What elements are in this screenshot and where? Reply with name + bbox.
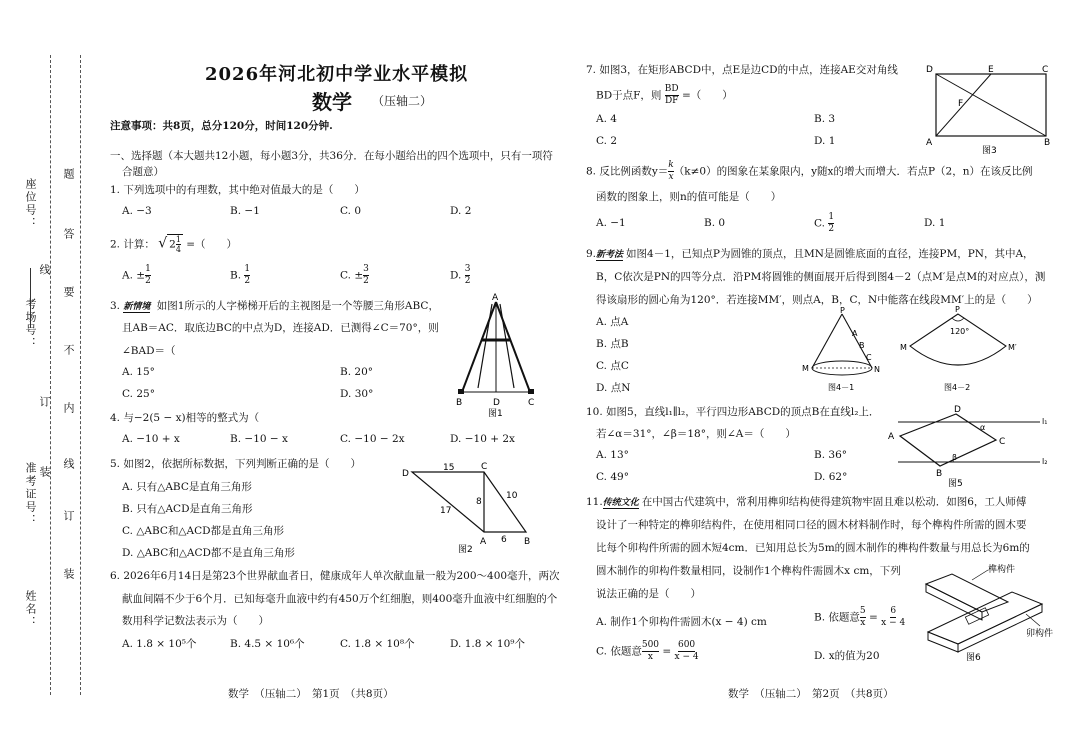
option-fraction bbox=[465, 264, 471, 287]
q9-line1 bbox=[586, 246, 1034, 261]
seal-char: 题 bbox=[62, 168, 75, 181]
frac-num: k bbox=[668, 160, 674, 170]
q11-number: 11. bbox=[586, 496, 603, 508]
tenon-piece-top bbox=[926, 574, 1008, 612]
seal-char: 要 bbox=[62, 286, 75, 299]
q9-option-b[interactable]: B. 点B bbox=[596, 338, 629, 350]
frac-num: 5 bbox=[859, 606, 866, 616]
pt-c: C bbox=[528, 398, 535, 408]
option-letter: C. ± bbox=[340, 269, 364, 282]
q11-line4: 圆木制作的卯构件数量相同，设制作1个榫构件需圆木x cm，下列 bbox=[596, 565, 901, 577]
frac-den: 2 bbox=[464, 276, 471, 286]
frac-den: 2 bbox=[145, 276, 151, 286]
q9-line3: 得该扇形的圆心角为120°．若连接MM′，则点A，B，C，N中能落在线段MM′上的是（ ） bbox=[596, 294, 1038, 306]
q8-line1 bbox=[586, 160, 1032, 183]
q7-line2-suffix: =（ ） bbox=[681, 89, 733, 102]
q8-option-a[interactable]: A. −1 bbox=[596, 217, 626, 229]
q8-option-c[interactable] bbox=[814, 212, 834, 235]
q6-option-d[interactable]: D. 1.8 × 10⁹个 bbox=[450, 638, 525, 650]
radicand bbox=[167, 234, 183, 254]
tenon-piece-side bbox=[926, 584, 982, 620]
q1-option-d[interactable]: D. 2 bbox=[450, 205, 472, 217]
q10-option-b[interactable]: B. 36° bbox=[814, 449, 848, 461]
q1-option-b[interactable]: B. −1 bbox=[230, 205, 260, 217]
q11-option-c[interactable] bbox=[596, 640, 699, 663]
name-label: 姓名： bbox=[24, 590, 37, 629]
q3-option-b[interactable]: B. 20° bbox=[340, 366, 374, 378]
q8-option-c-frac bbox=[828, 212, 834, 235]
pt-a: A bbox=[480, 537, 487, 547]
sector-shape bbox=[910, 314, 1006, 365]
angle-arc bbox=[952, 318, 964, 321]
frac-num: 1 bbox=[145, 264, 151, 274]
q8-option-d[interactable]: D. 1 bbox=[924, 217, 946, 229]
q11-line3: 比每个卯构件所需的圆木短4cm．已知用总长为5m的圆木制作的榫构件数量与用总长为6m的 bbox=[596, 542, 1030, 554]
q5-option-b[interactable]: B. 只有△ACD是直角三角形 bbox=[122, 503, 253, 515]
fig3-label: 图3 bbox=[982, 146, 997, 156]
option-letter: A. ± bbox=[122, 269, 146, 282]
q2-stem-suffix: =（ ） bbox=[186, 238, 238, 251]
frac-num: 1 bbox=[244, 264, 251, 274]
frac-num: 6 bbox=[890, 606, 897, 616]
q3-line1: 如图1所示的人字梯梯开后的主视图是一个等腰三角形ABC， bbox=[156, 300, 439, 312]
q4-option-b[interactable]: B. −10 − x bbox=[230, 433, 288, 445]
pt-c: C bbox=[1042, 65, 1049, 75]
frac-den: 2 bbox=[363, 276, 369, 286]
frac-num: 600 bbox=[677, 640, 696, 650]
cut-char: 订 bbox=[62, 510, 75, 523]
q7-option-a[interactable]: A. 4 bbox=[596, 113, 617, 125]
q11-line1-text: 在中国古代建筑中，常利用榫卯结构使得建筑物牢固且难以松动．如图6，工人师傅 bbox=[641, 496, 1027, 508]
exam-title: 2026年河北初中学业水平模拟 bbox=[205, 64, 469, 85]
q10-option-a[interactable]: A. 13° bbox=[596, 449, 629, 461]
fig1-label: 图1 bbox=[488, 409, 503, 419]
q2-stem-prefix: 2. 计算： bbox=[110, 238, 155, 251]
q2-option-c[interactable] bbox=[340, 264, 369, 287]
q3-option-d[interactable]: D. 30° bbox=[340, 388, 374, 400]
fig5-label: 图5 bbox=[948, 479, 963, 488]
q7-line2 bbox=[596, 84, 733, 107]
pt-a: A bbox=[852, 329, 858, 338]
figure-4-2-sector bbox=[900, 304, 1030, 396]
len-ab: 6 bbox=[501, 535, 507, 545]
pt-d: D bbox=[493, 398, 500, 408]
new-method-tag: 新考法 bbox=[596, 247, 623, 261]
cut-char: 订 bbox=[38, 396, 51, 409]
radicand-int: 2 bbox=[169, 238, 176, 251]
q7-option-c[interactable]: C. 2 bbox=[596, 135, 618, 147]
paper-subtitle: （压轴二） bbox=[372, 94, 433, 108]
q7-option-d[interactable]: D. 1 bbox=[814, 135, 836, 147]
figure-6-tenon-mortise bbox=[922, 562, 1072, 662]
new-scenario-tag: 新情境 bbox=[123, 299, 150, 313]
pt-d: D bbox=[402, 469, 409, 479]
q1-stem: 1. 下列选项中的有理数，其中绝对值最大的是（ ） bbox=[110, 184, 365, 196]
segment-ae bbox=[936, 74, 991, 136]
q10-option-d[interactable]: D. 62° bbox=[814, 471, 848, 483]
mortise-label: 卯构件 bbox=[1026, 629, 1054, 639]
frac-den: x bbox=[647, 652, 653, 662]
q11-option-d[interactable]: D. x的值为20 bbox=[814, 650, 880, 662]
option-letter: B. bbox=[230, 269, 245, 282]
frac-den: x − 4 bbox=[881, 618, 906, 628]
frac-num: 3 bbox=[363, 264, 369, 274]
q1-option-a[interactable]: A. −3 bbox=[122, 205, 152, 217]
len-da: 17 bbox=[440, 506, 452, 516]
pt-p: P bbox=[840, 306, 845, 315]
frac-den: DF bbox=[664, 96, 679, 106]
pt-a: A bbox=[888, 432, 895, 442]
q11-option-c-prefix: C. 依题意 bbox=[596, 645, 642, 658]
angle-alpha: α bbox=[980, 423, 986, 432]
q5-option-a[interactable]: A. 只有△ABC是直角三角形 bbox=[122, 481, 252, 493]
q3-number: 3. bbox=[110, 300, 121, 312]
pt-c: C bbox=[999, 437, 1006, 447]
q4-option-a[interactable]: A. −10 + x bbox=[122, 433, 180, 445]
diagonal-bd bbox=[936, 74, 1046, 136]
q11-line5: 说法正确的是（ ） bbox=[596, 588, 701, 600]
q4-option-d[interactable]: D. −10 + 2x bbox=[450, 433, 515, 445]
len-cb: 10 bbox=[506, 491, 518, 501]
pt-d: D bbox=[926, 65, 933, 75]
q9-line1-text: 如图4－1，已知点P为圆锥的顶点，且MN是圆锥底面的直径，连接PM，PN，其中A， bbox=[626, 248, 1034, 260]
q3-line2: 且AB＝AC．取底边BC的中点为D，连接AD．已测得∠C＝70°，则 bbox=[122, 322, 439, 334]
q11-line1 bbox=[586, 494, 1026, 509]
q3-line3: ∠BAD＝（ bbox=[122, 345, 176, 357]
q5-stem: 5. 如图2，依据所标数据，下列判断正确的是（ ） bbox=[110, 458, 362, 470]
frac-den: x bbox=[860, 618, 866, 628]
frac-num: 1 bbox=[828, 212, 835, 222]
q2-option-d[interactable] bbox=[450, 264, 470, 287]
right-page bbox=[570, 0, 1080, 737]
q2-option-a[interactable] bbox=[122, 264, 151, 287]
pt-d: D bbox=[954, 405, 961, 415]
option-letter: D. bbox=[450, 269, 465, 282]
q8-line2: 函数的图象上，则n的值可能是（ ） bbox=[596, 191, 782, 203]
q2-option-b[interactable] bbox=[230, 264, 250, 287]
frac-num: 500 bbox=[641, 640, 660, 650]
seal-char: 线 bbox=[62, 458, 75, 471]
exam-room-label: 考场号： bbox=[24, 298, 37, 350]
subject-title: 数学 bbox=[312, 90, 352, 114]
foot-c bbox=[528, 389, 534, 394]
frac-den: x − 4 bbox=[674, 652, 699, 662]
option-fraction bbox=[244, 264, 250, 287]
q3-stem bbox=[110, 298, 439, 313]
frac-den: 2 bbox=[244, 276, 251, 286]
q10-line1: 10. 如图5，直线l₁∥l₂，平行四边形ABCD的顶点B在直线l₂上． bbox=[586, 406, 880, 418]
pt-e: E bbox=[988, 65, 994, 75]
mortise-slot bbox=[965, 608, 988, 625]
len-dc: 15 bbox=[443, 463, 455, 473]
equals-sign: = bbox=[662, 645, 672, 658]
cut-char: 装 bbox=[38, 466, 51, 479]
pt-c: C bbox=[866, 353, 872, 362]
seal-char: 内 bbox=[62, 402, 75, 415]
foot-b bbox=[458, 389, 464, 394]
pt-b: B bbox=[936, 469, 943, 479]
fig2-label: 图2 bbox=[458, 545, 473, 555]
equals-sign: = bbox=[868, 611, 878, 624]
pt-m: M bbox=[802, 364, 809, 373]
pt-p: P bbox=[955, 305, 960, 314]
slant-pm bbox=[812, 314, 842, 368]
q8-suffix: （k≠0）的图象在某象限内，y随x的增大而增大．若点P（2，n）在该反比例 bbox=[673, 165, 1033, 178]
label-l1: l₁ bbox=[1042, 417, 1048, 426]
figure-3-rectangle bbox=[924, 62, 1060, 156]
len-ac: 8 bbox=[476, 497, 482, 507]
pt-f: F bbox=[958, 99, 964, 109]
q11-line2: 设计了一种特定的榫卯结构件，在使用相同口径的圆木材料制作时，每个榫构件所需的圆木要 bbox=[596, 519, 1027, 531]
q8-option-c-letter: C. bbox=[814, 217, 829, 230]
section1-heading: 一、选择题（本大题共12小题，每小题3分，共36分．在每小题给出的四个选项中，只有一项符 bbox=[110, 150, 553, 162]
frac-den: x bbox=[668, 172, 674, 182]
notice: 注意事项：共8页，总分120分，时间120分钟. bbox=[110, 120, 333, 132]
pt-c: C bbox=[481, 462, 488, 472]
label-l2: l₂ bbox=[1042, 457, 1048, 466]
fig4-1-label: 图4－1 bbox=[828, 383, 855, 392]
q11-option-b[interactable] bbox=[814, 606, 905, 629]
cut-char: 装 bbox=[62, 568, 75, 581]
q9-number: 9. bbox=[586, 248, 597, 260]
q7-option-b[interactable]: B. 3 bbox=[814, 113, 836, 125]
seal-char: 不 bbox=[62, 344, 75, 357]
q2-stem bbox=[110, 234, 237, 254]
q8-prefix: 8. 反比例函数y＝ bbox=[586, 165, 669, 178]
q11-c-frac1 bbox=[642, 640, 659, 663]
pt-b: B bbox=[1044, 138, 1051, 148]
radicand-frac bbox=[176, 235, 181, 254]
frac-den: 2 bbox=[828, 224, 835, 234]
q11-b-frac2 bbox=[881, 606, 905, 629]
q6-line1: 6. 2026年6月14日是第23个世界献血者日，健康成年人单次献血量一般为200～400毫升，两次 bbox=[110, 570, 560, 582]
option-fraction bbox=[363, 264, 369, 287]
q9-option-d[interactable]: D. 点N bbox=[596, 382, 631, 394]
figure-1-ladder bbox=[448, 292, 548, 422]
pt-n: N bbox=[874, 365, 880, 374]
pt-a: A bbox=[926, 138, 933, 148]
frac-num: 1 bbox=[175, 235, 181, 244]
seal-char: 答 bbox=[62, 228, 75, 241]
q4-stem: 4. 与−2(5 − x)相等的整式为（ bbox=[110, 412, 260, 424]
frac-den: 4 bbox=[175, 245, 181, 254]
q7-fraction bbox=[665, 84, 679, 107]
left-page-footer: 数学 （压轴二） 第1页 （共8页） bbox=[228, 688, 394, 700]
q10-option-c[interactable]: C. 49° bbox=[596, 471, 629, 483]
q1-option-c[interactable]: C. 0 bbox=[340, 205, 362, 217]
angle-beta: β bbox=[952, 453, 958, 462]
q11-option-b-prefix: B. 依题意 bbox=[814, 611, 860, 624]
q3-option-c[interactable]: C. 25° bbox=[122, 388, 155, 400]
figure-4-1-cone bbox=[800, 306, 890, 396]
q7-line1: 7. 如图3，在矩形ABCD中，点E是边CD的中点，连接AE交对角线 bbox=[586, 64, 898, 76]
q11-c-frac2 bbox=[675, 640, 699, 663]
q10-line2: 若∠α＝31°，∠β＝18°，则∠A＝（ ） bbox=[596, 428, 796, 440]
section1-heading-cont: 合题意） bbox=[122, 166, 164, 178]
q6-line2: 献血间隔不少于6个月．已知每毫升血液中约有450万个红细胞，则400毫升血液中红细胞的个 bbox=[122, 593, 558, 605]
pt-b: B bbox=[524, 537, 531, 547]
q6-option-a[interactable]: A. 1.8 × 10⁵个 bbox=[122, 638, 197, 650]
q9-line2: B，C依次是PN的四等分点．沿PM将圆锥的侧面展开后得到图4－2（点M′是点M的对应点），测 bbox=[596, 271, 1046, 283]
quad-dcba bbox=[412, 472, 526, 532]
q4-option-c[interactable]: C. −10 − 2x bbox=[340, 433, 405, 445]
q11-b-frac1 bbox=[860, 606, 866, 629]
figure-5-parallelogram bbox=[884, 402, 1054, 488]
pt-a: A bbox=[492, 293, 499, 303]
fig4-2-label: 图4－2 bbox=[944, 383, 971, 392]
q6-option-b[interactable]: B. 4.5 × 10⁶个 bbox=[230, 638, 305, 650]
q11-option-a[interactable]: A. 制作1个卯构件需圆木(x − 4) cm bbox=[596, 616, 767, 628]
pt-m-prime: M′ bbox=[1008, 343, 1017, 352]
q5-option-c[interactable]: C. △ABC和△ACD都是直角三角形 bbox=[122, 525, 285, 537]
pt-b: B bbox=[859, 341, 865, 350]
frac-num: BD bbox=[664, 84, 679, 94]
q8-option-b[interactable]: B. 0 bbox=[704, 217, 726, 229]
mortise-piece-side bbox=[928, 632, 958, 652]
option-fraction bbox=[145, 264, 151, 287]
figure-2-quadrilateral bbox=[398, 460, 538, 555]
q3-option-a[interactable]: A. 15° bbox=[122, 366, 155, 378]
pt-b: B bbox=[456, 398, 463, 408]
mortise-piece-top bbox=[928, 592, 1042, 644]
q9-option-c[interactable]: C. 点C bbox=[596, 360, 629, 372]
right-page-footer: 数学 （压轴二） 第2页 （共8页） bbox=[728, 688, 894, 700]
tenon-label: 榫构件 bbox=[988, 565, 1016, 575]
q6-line3: 数用科学记数法表示为（ ） bbox=[122, 615, 269, 627]
callout-tenon bbox=[972, 570, 988, 580]
cut-char: 线 bbox=[38, 264, 51, 277]
seat-label: 座位号： bbox=[24, 178, 37, 230]
radical-sign: √ bbox=[158, 235, 168, 252]
q9-option-a[interactable]: A. 点A bbox=[596, 316, 629, 328]
q6-option-c[interactable]: C. 1.8 × 10⁸个 bbox=[340, 638, 415, 650]
admission-label: 准考证号： bbox=[24, 462, 37, 527]
frac-num: 3 bbox=[464, 264, 471, 274]
pt-m: M bbox=[900, 343, 907, 352]
q7-line2-prefix: BD于点F，则 bbox=[596, 89, 662, 102]
fig6-label: 图6 bbox=[966, 653, 981, 662]
angle-label: 120° bbox=[950, 327, 970, 336]
traditional-culture-tag: 传统文化 bbox=[603, 495, 639, 509]
q5-option-d[interactable]: D. △ABC和△ACD都不是直角三角形 bbox=[122, 547, 295, 559]
